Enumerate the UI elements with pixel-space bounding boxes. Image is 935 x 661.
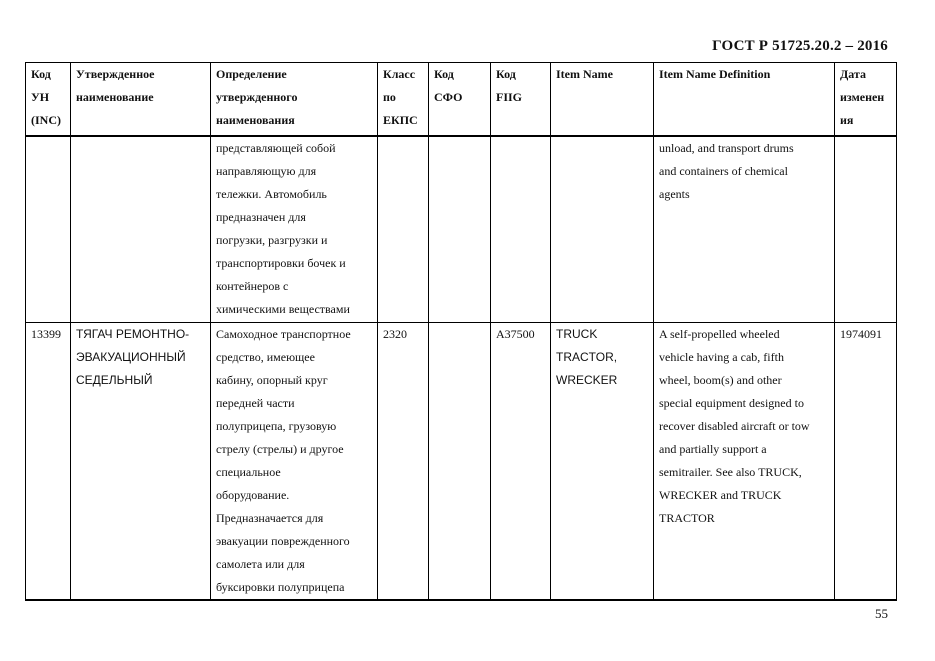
cell-item-name: TRUCK TRACTOR, WRECKER bbox=[551, 323, 654, 601]
table-row bbox=[26, 136, 897, 323]
col-header-inc: Код УН (INC) bbox=[26, 63, 71, 137]
col-header-class: Класс по ЕКПС bbox=[378, 63, 429, 137]
cell-inc: 13399 bbox=[26, 323, 71, 601]
cell-class bbox=[378, 136, 429, 323]
cell-inc bbox=[26, 136, 71, 323]
cell-change-date bbox=[835, 136, 897, 323]
col-header-change-date: Дата изменен ия bbox=[835, 63, 897, 137]
cell-item-definition: unload, and transport drums and containers of chemical agents bbox=[654, 136, 835, 323]
cell-sfo bbox=[429, 136, 491, 323]
col-header-fiig: Код FIIG bbox=[491, 63, 551, 137]
cell-approved-name: ТЯГАЧ РЕМОНТНО- ЭВАКУАЦИОННЫЙ СЕДЕЛЬНЫЙ bbox=[71, 323, 211, 601]
document-header-standard: ГОСТ Р 51725.20.2 – 2016 bbox=[712, 38, 888, 54]
cell-definition: Самоходное транспортное средство, имеющее кабину, опорный круг передней части полуприцепа, грузовую стрелу (стрелы) и другое специальное оборудование. Предназначается для эвакуации поврежденного самолета или для буксировки полуприцепа bbox=[211, 323, 378, 601]
col-header-item-name-definition: Item Name Definition bbox=[654, 63, 835, 137]
cell-class: 2320 bbox=[378, 323, 429, 601]
page-number: 55 bbox=[875, 606, 888, 621]
col-header-approved-name: Утвержденное наименование bbox=[71, 63, 211, 137]
col-header-definition: Определение утвержденного наименования bbox=[211, 63, 378, 137]
catalog-table bbox=[25, 62, 897, 601]
col-header-item-name: Item Name bbox=[551, 63, 654, 137]
col-header-sfo: Код СФО bbox=[429, 63, 491, 137]
cell-item-definition: A self-propelled wheeled vehicle having a cab, fifth wheel, boom(s) and other special equipment designed to recover disabled aircraft or tow and partially support a semitrailer. See also TRUCK, WRECKER and TRUCK TRACTOR bbox=[654, 323, 835, 601]
cell-sfo bbox=[429, 323, 491, 601]
cell-fiig bbox=[491, 136, 551, 323]
header-row bbox=[26, 63, 897, 137]
cell-fiig: A37500 bbox=[491, 323, 551, 601]
table-row bbox=[26, 323, 897, 601]
cell-item-name bbox=[551, 136, 654, 323]
cell-change-date: 1974091 bbox=[835, 323, 897, 601]
cell-definition: представляющей собой направляющую для тележки. Автомобиль предназначен для погрузки, разгрузки и транспортировки бочек и контейнеров с химическими веществами bbox=[211, 136, 378, 323]
cell-approved-name bbox=[71, 136, 211, 323]
